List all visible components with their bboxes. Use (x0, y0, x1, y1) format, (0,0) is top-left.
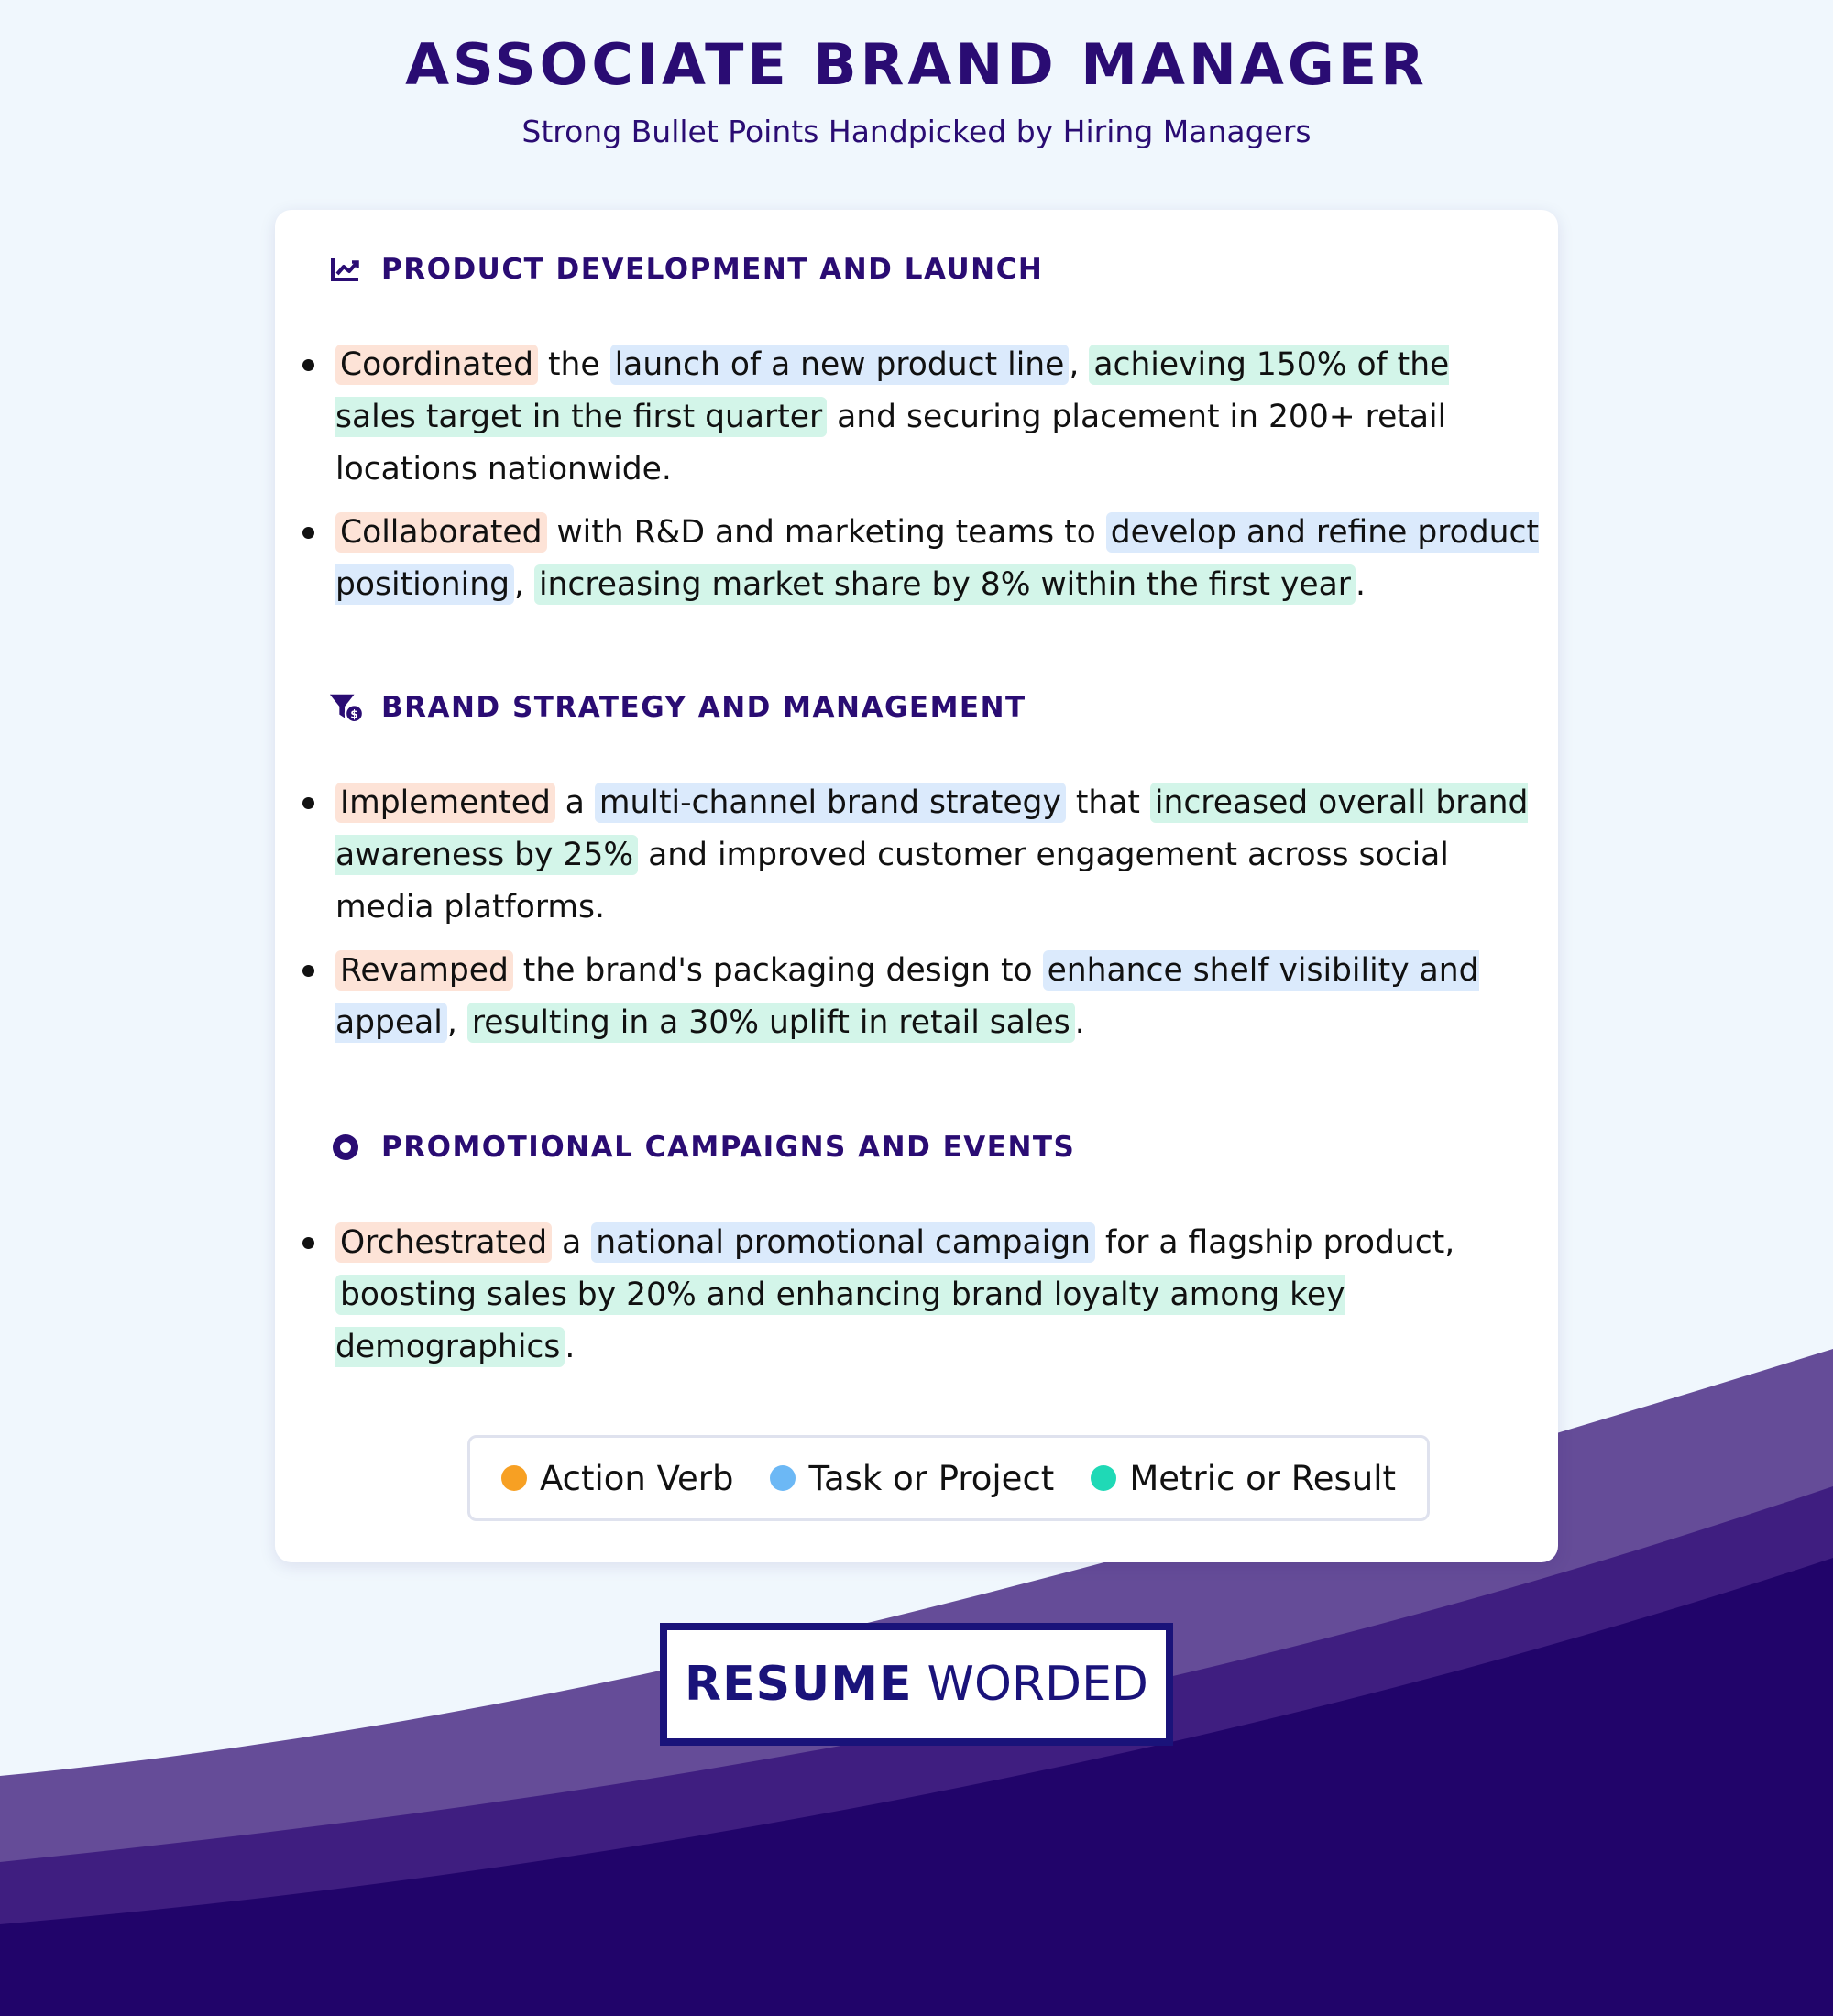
section-header-brand-strategy (328, 680, 1026, 735)
bullet-list (275, 777, 1558, 1060)
legend-dot (501, 1465, 527, 1491)
filter-dollar-icon (328, 690, 363, 725)
bullet-text: a (552, 1224, 592, 1261)
bullet-item (275, 1217, 1558, 1374)
legend-item-action-verb (501, 1459, 734, 1498)
bullet-points-card (275, 210, 1558, 1562)
bullet-dot (302, 359, 314, 371)
page-title: ASSOCIATE BRAND MANAGER (405, 31, 1428, 98)
bullet-item (275, 945, 1558, 1049)
action-verb-highlight: Revamped (335, 950, 513, 991)
bullet-text: the (538, 346, 610, 383)
bullet-text: . (565, 1329, 576, 1365)
legend-label: Task or Project (808, 1458, 1055, 1498)
resume-worded-logo[interactable] (660, 1623, 1173, 1746)
action-verb-highlight: Implemented (335, 783, 555, 823)
section-title: BRAND STRATEGY AND MANAGEMENT (381, 691, 1026, 724)
metric-highlight: increased overall brand awareness by 25% (335, 784, 1529, 873)
legend-dot (770, 1465, 796, 1491)
bullet-list (275, 1217, 1558, 1385)
legend-item-task-or-project (770, 1459, 1054, 1498)
action-verb-highlight: Coordinated (335, 345, 538, 385)
legend-item-metric-or-result (1091, 1459, 1396, 1498)
legend-label: Action Verb (539, 1458, 734, 1498)
bullet-text: for a flagship product, (1095, 1224, 1455, 1261)
section-title: PRODUCT DEVELOPMENT AND LAUNCH (381, 253, 1044, 286)
metric-highlight: achieving 150% of the sales target in the first quarter (335, 346, 1450, 435)
page-subtitle: Strong Bullet Points Handpicked by Hiring Managers (521, 114, 1312, 149)
bullet-text: and improved customer engagement across social media platforms. (335, 837, 1449, 926)
legend-dot (1091, 1465, 1116, 1491)
task-highlight: launch of a new product line (610, 345, 1070, 385)
section-title: PROMOTIONAL CAMPAIGNS AND EVENTS (381, 1131, 1076, 1164)
highlight-legend (467, 1435, 1430, 1521)
bullet-list (275, 339, 1558, 622)
bullet-text: , (446, 1004, 467, 1041)
task-highlight: national promotional campaign (591, 1222, 1095, 1263)
bullet-item (275, 339, 1558, 496)
bullet-dot (302, 797, 314, 809)
section-header-promotional-campaigns (328, 1120, 1075, 1175)
bullet-dot (302, 1237, 314, 1249)
chart-line-icon (328, 252, 363, 287)
bullet-text: . (1356, 566, 1366, 603)
task-highlight: develop and refine product positioning (335, 514, 1540, 603)
svg-text:$: $ (350, 707, 358, 721)
metric-highlight: resulting in a 30% uplift in retail sales (467, 1003, 1075, 1043)
bullet-text: , (514, 566, 534, 603)
logo-text-light: WORDED (927, 1657, 1148, 1712)
bullet-text: that (1065, 784, 1150, 821)
logo-text-bold: RESUME (685, 1657, 913, 1712)
bullet-text: the brand's packaging design to (512, 952, 1043, 989)
bullet-text: , (1069, 346, 1090, 383)
legend-label: Metric or Result (1129, 1458, 1397, 1498)
metric-highlight: boosting sales by 20% and enhancing brand loyalty among key demographics (335, 1276, 1345, 1365)
bullet-text: with R&D and marketing teams to (546, 514, 1106, 551)
action-verb-highlight: Orchestrated (335, 1222, 552, 1263)
bullet-text: a (554, 784, 595, 821)
task-highlight: multi-channel brand strategy (595, 783, 1066, 823)
bullet-dot (302, 965, 314, 977)
target-circle-icon (328, 1130, 363, 1165)
bullet-dot (302, 527, 314, 539)
bullet-text: and securing placement in 200+ retail locations nationwide. (335, 399, 1447, 488)
task-highlight: enhance shelf visibility and appeal (335, 952, 1479, 1041)
metric-highlight: increasing market share by 8% within the first year (534, 564, 1356, 605)
section-header-product-development (328, 242, 1043, 297)
bullet-item (275, 777, 1558, 934)
bullet-item (275, 507, 1558, 611)
bullet-text: . (1074, 1004, 1085, 1041)
action-verb-highlight: Collaborated (335, 512, 547, 553)
